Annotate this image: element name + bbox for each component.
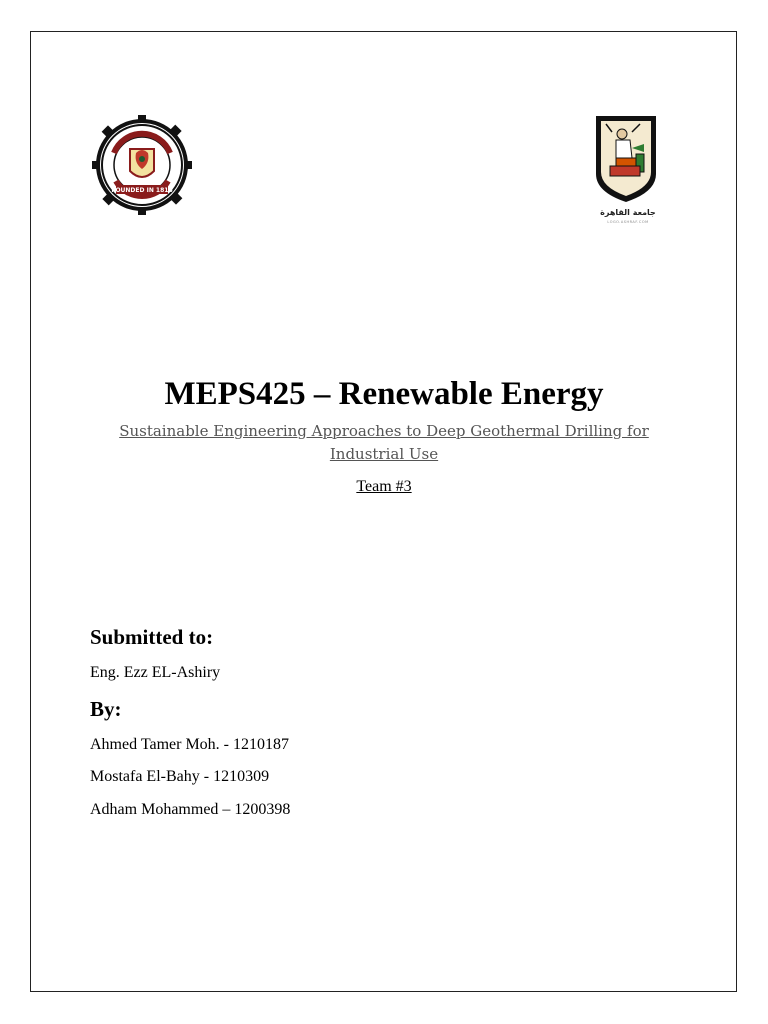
document-subtitle: Sustainable Engineering Approaches to Deep Geothermal Drilling for Industrial Use [119,422,649,463]
team-member: Ahmed Tamer Moh. - 1210187 [90,736,289,753]
team-member: Mostafa El-Bahy - 1210309 [90,768,270,785]
cairo-university-logo [582,110,674,232]
faculty-engineering-logo [92,113,192,217]
team-label: Team #3 [356,478,412,495]
by-heading: By: [90,697,122,721]
logo-source-caption: LOGO.ASHRAF.COM [607,220,649,224]
document-title: MEPS425 – Renewable Energy [164,376,604,412]
team-member: Adham Mohammed – 1200398 [90,801,291,818]
svg-text:FOUNDED IN 1816: FOUNDED IN 1816 [111,187,173,194]
submitted-to-heading: Submitted to: [90,625,214,649]
cairo-university-caption: جامعة القاهرة [600,208,656,217]
supervisor-name: Eng. Ezz EL-Ashiry [90,664,221,681]
